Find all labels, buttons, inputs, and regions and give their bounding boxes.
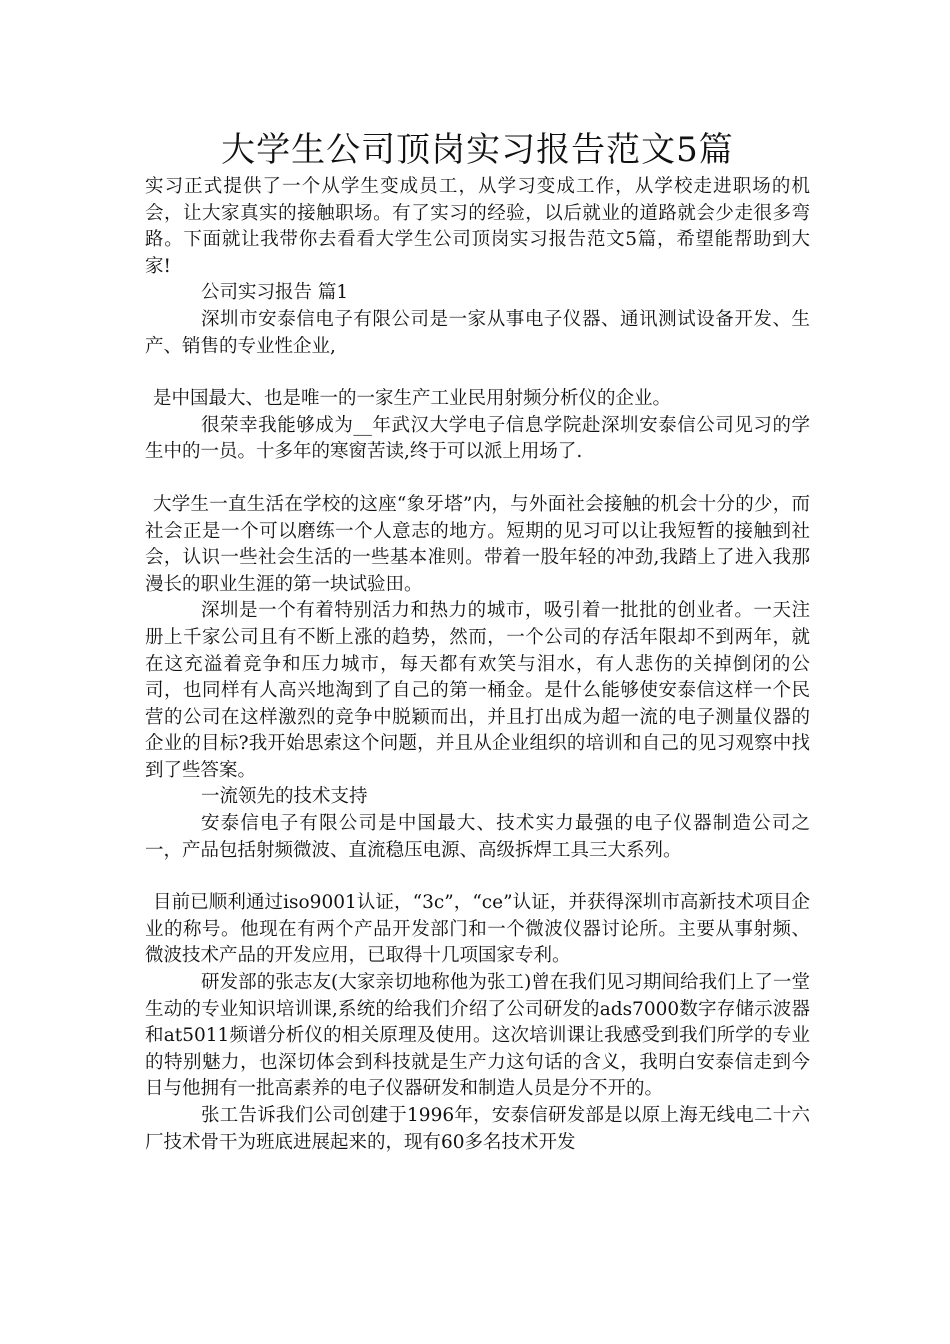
subsection-heading: 一流领先的技术支持 [201, 786, 368, 808]
body-paragraph: 大学生一直生活在学校的这座“象牙塔”内，与外面社会接触的机会十分的少，而社会正是一个可以磨练一个人意志的地方。短期的见习可以让我短暂的接触到社会，认识一些社会生活的一些基本准则。带着一股年轻的冲劲,我踏上了进入我那漫长的职业生涯的第一块试验田。 [145, 493, 810, 595]
document-title: 大学生公司顶岗实习报告范文5篇 [221, 130, 734, 170]
section-heading: 公司实习报告 篇1 [201, 282, 349, 304]
blank-line [145, 360, 810, 386]
body-paragraph: 张工告诉我们公司创建于1996年，安泰信研发部是以原上海无线电二十六厂技术骨干为班底进展起来的，现有60多名技术开发 [145, 1105, 810, 1153]
blank-line [145, 864, 810, 890]
body-paragraph: 很荣幸我能够成为__年武汉大学电子信息学院赴深圳安泰信公司见习的学生中的一员。十多年的寒窗苦读,终于可以派上用场了. [145, 414, 810, 463]
blank-line [145, 466, 810, 492]
body-paragraph: 安泰信电子有限公司是中国最大、技术实力最强的电子仪器制造公司之一，产品包括射频微波、直流稳压电源、高级拆焊工具三大系列。 [145, 813, 810, 861]
body-paragraph: 是中国最大、也是唯一的一家生产工业民用射频分析仪的企业。 [153, 388, 672, 410]
body-paragraph: 研发部的张志友(大家亲切地称他为张工)曾在我们见习期间给我们上了一堂生动的专业知识培训课,系统的给我们介绍了公司研发的ads7000数字存储示波器和at5011频谱分析仪的相关原理及使用。这次培训课让我感受到我们所学的专业的特别魅力，也深切体会到科技就是生产力这句话的含义，我明白安泰信走到今日与他拥有一批高素养的电子仪器研发和制造人员是分不开的。 [145, 972, 810, 1100]
document-page [145, 128, 810, 1156]
body-paragraph: 目前已顺利通过iso9001认证，“3c”，“ce”认证，并获得深圳市高新技术项目企业的称号。他现在有两个产品开发部门和一个微波仪器讨论所。主要从事射频、微波技术产品的开发应用，已取得十几项国家专利。 [145, 892, 810, 967]
body-paragraph: 深圳是一个有着特别活力和热力的城市，吸引着一批批的创业者。一天注册上千家公司且有不断上涨的趋势，然而，一个公司的存活年限却不到两年，就在这充溢着竞争和压力城市，每天都有欢笑与泪水，有人悲伤的关掉倒闭的公司，也同样有人高兴地淘到了自己的第一桶金。是什么能够使安泰信这样一个民营的公司在这样激烈的竞争中脱颖而出，并且打出成为超一流的电子测量仪器的企业的目标?我开始思索这个问题，并且从企业组织的培训和自己的见习观察中找到了些答案。 [145, 600, 810, 781]
body-paragraph: 深圳市安泰信电子有限公司是一家从事电子仪器、通讯测试设备开发、生产、销售的专业性企业, [145, 308, 810, 357]
intro-paragraph: 实习正式提供了一个从学生变成员工，从学习变成工作，从学校走进职场的机会，让大家真实的接触职场。有了实习的经验，以后就业的道路就会少走很多弯路。下面就让我带你去看看大学生公司顶岗实习报告范文5篇，希望能帮助到大家! [145, 176, 810, 277]
